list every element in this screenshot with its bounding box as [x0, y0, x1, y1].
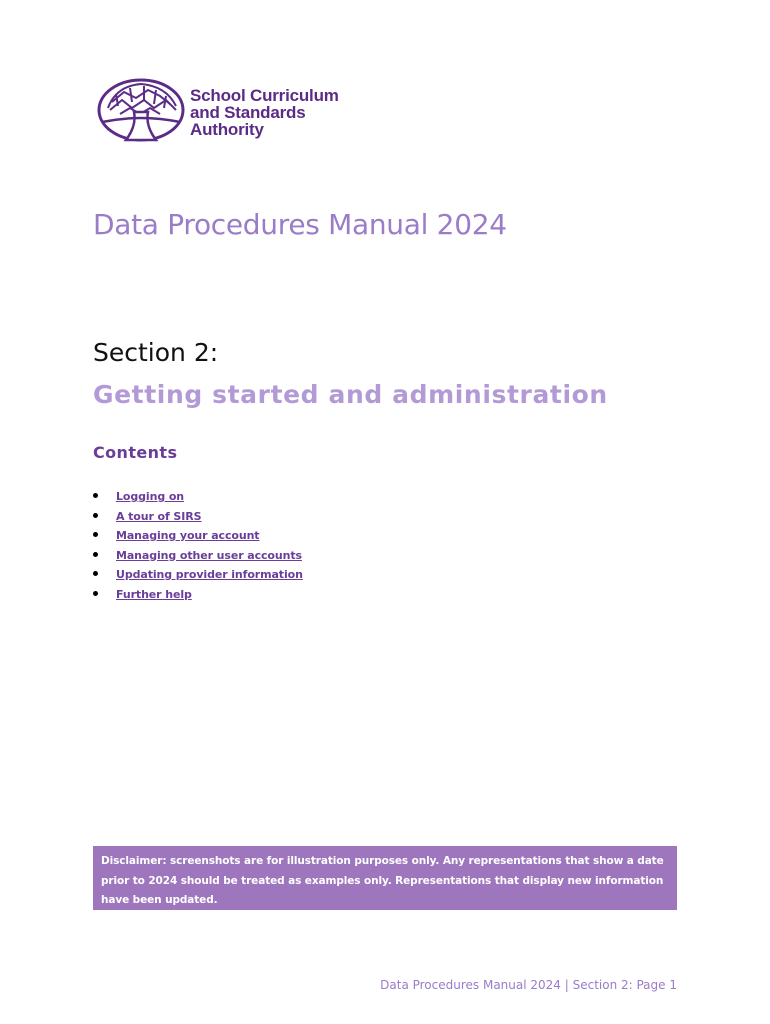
contents-link-updating-provider-information[interactable]: Updating provider information — [116, 568, 303, 581]
document-title: Data Procedures Manual 2024 — [93, 208, 507, 241]
contents-list-item — [93, 486, 303, 506]
contents-list-item — [93, 506, 303, 526]
disclaimer-box — [93, 846, 677, 910]
disclaimer-text: Disclaimer: screenshots are for illustration purposes only. Any representations that show a date prior to 2024 should be treated as examples only. Representations that display new information have been updated. — [101, 855, 664, 906]
bullet-icon — [93, 532, 98, 537]
contents-link-tour-of-sirs[interactable]: A tour of SIRS — [116, 509, 202, 523]
contents-list-item — [93, 545, 303, 565]
bullet-icon — [93, 513, 98, 518]
organization-logo — [96, 78, 356, 146]
section-heading: Section 2: — [93, 338, 219, 367]
contents-list — [93, 486, 303, 603]
logo-line-3: Authority — [190, 120, 264, 139]
logo-line-1: School Curriculum — [190, 86, 339, 105]
contents-link-further-help[interactable]: Further help — [116, 587, 192, 601]
contents-list-item — [93, 525, 303, 545]
contents-list-item — [93, 584, 303, 604]
bullet-icon — [93, 493, 98, 498]
contents-heading: Contents — [93, 443, 178, 462]
contents-link-managing-your-account[interactable]: Managing your account — [116, 529, 260, 542]
contents-list-item — [93, 564, 303, 584]
bullet-icon — [93, 591, 98, 596]
bullet-icon — [93, 552, 98, 557]
bullet-icon — [93, 571, 98, 576]
contents-link-managing-other-user-accounts[interactable]: Managing other user accounts — [116, 548, 302, 562]
section-subtitle: Getting started and administration — [93, 380, 608, 409]
contents-link-logging-on[interactable]: Logging on — [116, 490, 185, 503]
logo-wordmark — [190, 87, 339, 138]
logo-line-2: and Standards — [190, 103, 306, 122]
page-footer: Data Procedures Manual 2024 | Section 2: Page 1 — [380, 978, 677, 992]
tree-icon — [96, 78, 186, 146]
